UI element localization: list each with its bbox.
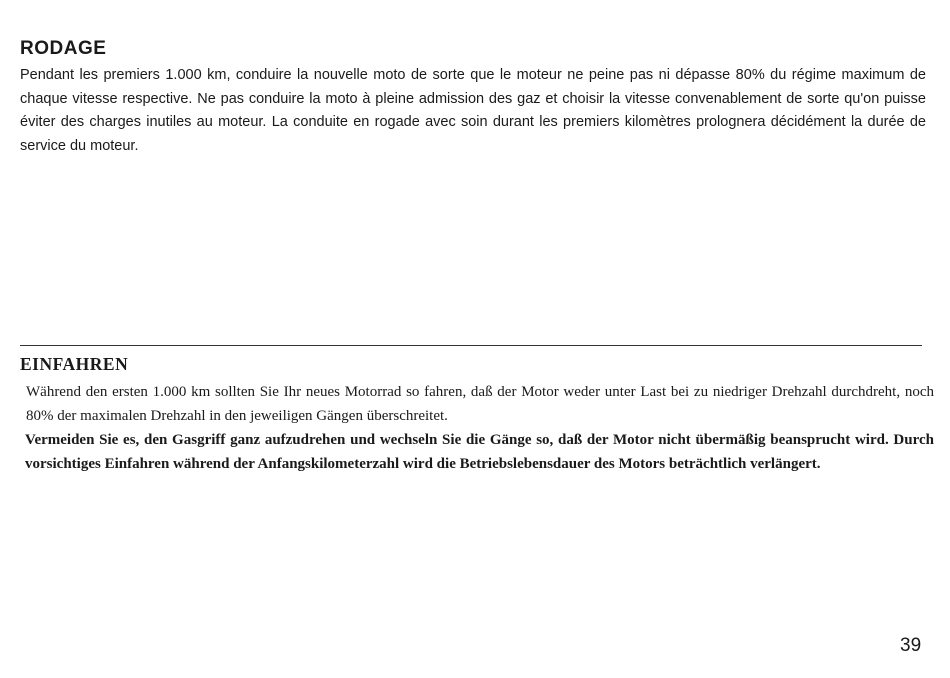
- french-paragraph: Pendant les premiers 1.000 km, conduire la nouvelle moto de sorte que le moteur ne peine pas ni dépasse 80% du régime maximum de chaque vitesse respective. Ne pas conduire la moto à pleine admission des gaz et choisir la vitesse convenablement de sorte qu'on puisse éviter des charges inutiles au moteur. La conduite en rogade avec soin durant les premiers kilomètres prolognera décidément la durée de service du moteur.: [20, 67, 926, 154]
- french-heading: RODAGE: [20, 38, 107, 59]
- german-paragraph-2: Vermeiden Sie es, den Gasgriff ganz aufzudrehen und wechseln Sie die Gänge so, daß der Motor nicht übermäßig beansprucht wird. Durch vorsichtiges Einfahren während der Anfangskilometerzahl wird die Betriebslebensdauer des Motors beträchtlich verlängert.: [25, 432, 934, 472]
- german-section: [20, 352, 934, 476]
- german-paragraph-1: Während den ersten 1.000 km sollten Sie Ihr neues Motorrad so fahren, daß der Motor weder unter Last bei zu niedriger Drehzahl durchdreht, noch 80% der maximalen Drehzahl in den jeweiligen Gängen überschreitet.: [26, 384, 934, 424]
- german-heading: EINFAHREN: [20, 354, 129, 374]
- french-section: [20, 36, 926, 158]
- page-number: 39: [900, 635, 922, 656]
- section-divider: [20, 345, 922, 346]
